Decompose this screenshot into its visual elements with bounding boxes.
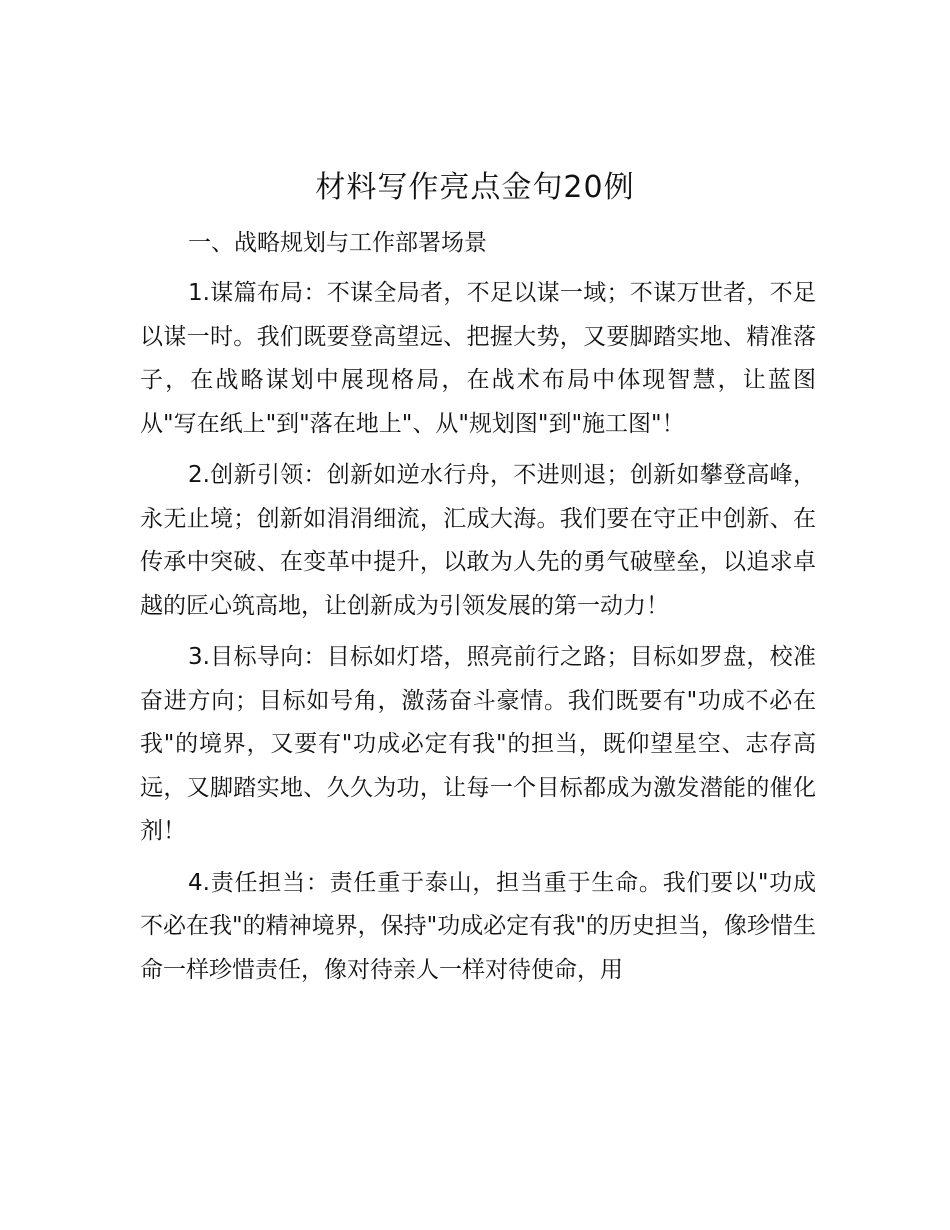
paragraph-1: 1.谋篇布局：不谋全局者，不足以谋一域；不谋万世者，不足以谋一时。我们既要登高望远、把握大势，又要脚踏实地、精准落子，在战略谋划中展现格局，在战术布局中体现智慧，让蓝图从"写在纸上"到"落在地上"、从"规划图"到"施工图"！ (140, 280, 816, 437)
document-title: 材料写作亮点金句20例 (315, 170, 635, 205)
document-body (140, 222, 816, 1000)
section-heading: 一、战略规划与工作部署场景 (188, 230, 487, 256)
paragraph-3: 3.目标导向：目标如灯塔，照亮前行之路；目标如罗盘，校准奋进方向；目标如号角，激荡奋斗豪情。我们既要有"功成不必在我"的境界，又要有"功成必定有我"的担当，既仰望星空、志存高远，又脚踏实地、久久为功，让每一个目标都成为激发潜能的催化剂！ (140, 644, 816, 844)
paragraph-2: 2.创新引领：创新如逆水行舟，不进则退；创新如攀登高峰，永无止境；创新如涓涓细流，汇成大海。我们要在守正中创新、在传承中突破、在变革中提升，以敢为人先的勇气破壁垒，以追求卓越的匠心筑高地，让创新成为引领发展的第一动力！ (140, 462, 816, 619)
paragraph-4: 4.责任担当：责任重于泰山，担当重于生命。我们要以"功成不必在我"的精神境界，保持"功成必定有我"的历史担当，像珍惜生命一样珍惜责任，像对待亲人一样对待使命，用 (140, 869, 816, 983)
